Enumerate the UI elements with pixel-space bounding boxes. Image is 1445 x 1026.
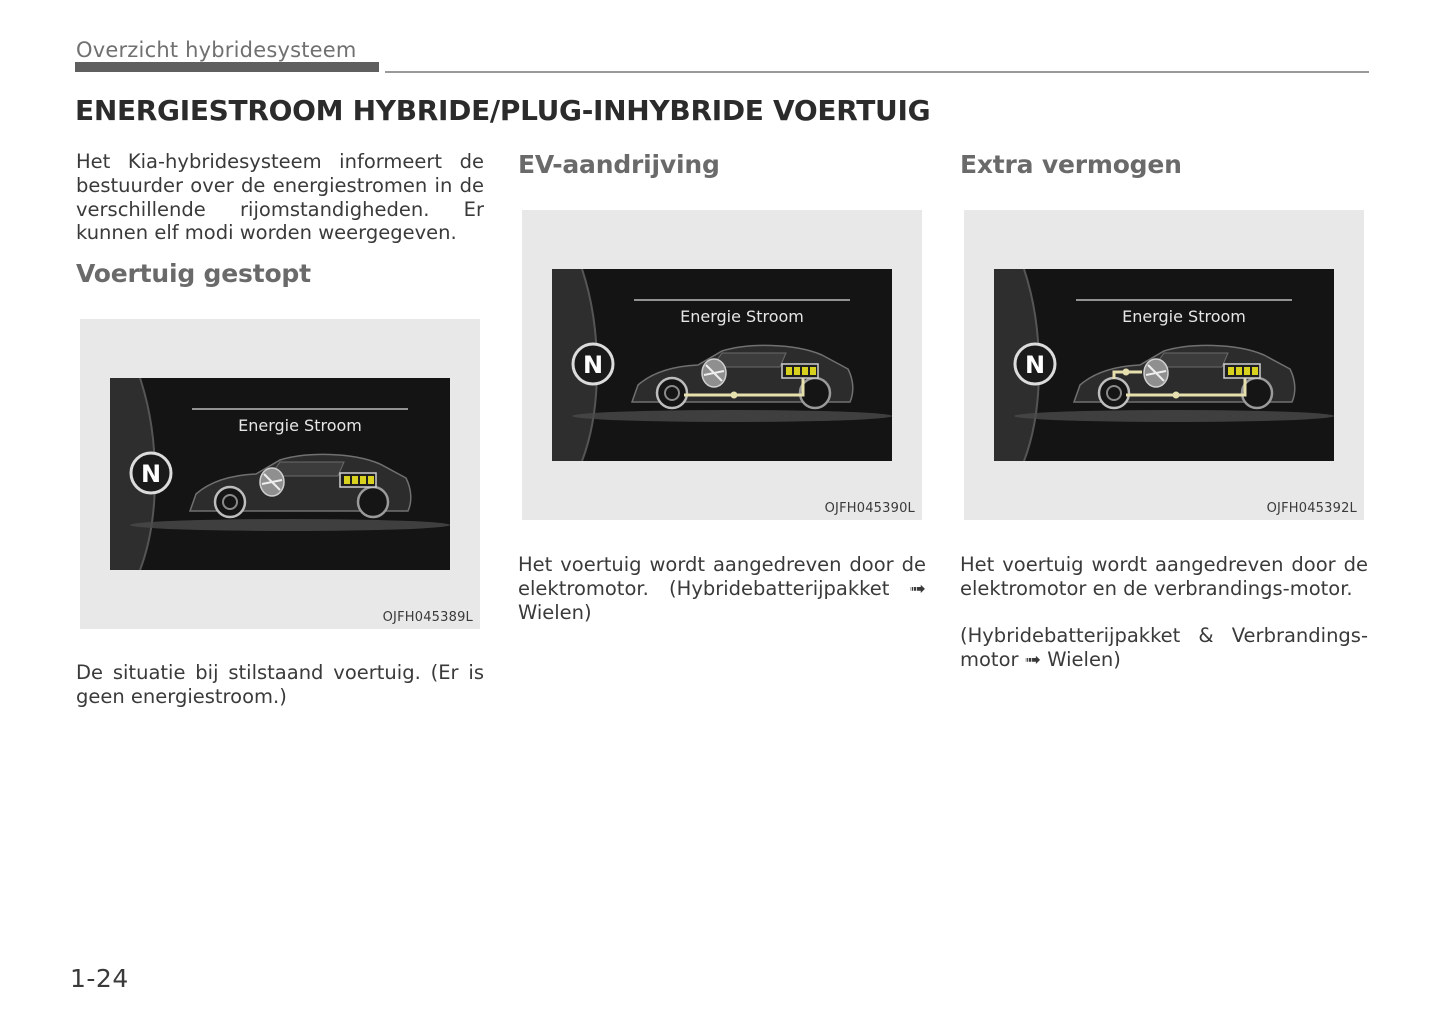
section-bar <box>75 62 379 72</box>
heading-extra-power: Extra vermogen <box>960 150 1182 179</box>
energy-flow-screen <box>552 269 892 461</box>
dashboard-graphic <box>552 269 892 461</box>
screen-title: Energie Stroom <box>1122 307 1246 326</box>
caption-extra-power-detail: (Hybridebatterijpakket & Verbrandings-motor ➟ Wielen) <box>960 624 1368 671</box>
figure-code: OJFH045392L <box>1266 501 1357 516</box>
dashboard-graphic <box>110 378 450 570</box>
caption-ev-drive: Het voertuig wordt aangedreven door de elektromotor. (Hybridebatterijpakket ➟ Wielen) <box>518 553 926 624</box>
screen-title: Energie Stroom <box>680 307 804 326</box>
energy-flow-screen <box>110 378 450 570</box>
dashboard-graphic <box>994 269 1334 461</box>
figure-vehicle-stopped <box>80 319 480 629</box>
page-number: 1-24 <box>70 964 129 993</box>
screen-title: Energie Stroom <box>238 416 362 435</box>
gear-indicator: N <box>582 351 604 379</box>
section-label: Overzicht hybridesysteem <box>76 38 357 62</box>
intro-paragraph: Het Kia-hybridesysteem informeert de bestuurder over de energiestromen in de verschillende rijomstandigheden. Er kunnen elf modi worden weergegeven. <box>76 150 484 245</box>
heading-vehicle-stopped: Voertuig gestopt <box>76 259 311 288</box>
gear-indicator: N <box>1024 351 1046 379</box>
figure-ev-drive <box>522 210 922 520</box>
energy-flow-screen <box>994 269 1334 461</box>
caption-vehicle-stopped: De situatie bij stilstaand voertuig. (Er is geen energiestroom.) <box>76 661 484 708</box>
figure-extra-power <box>964 210 1364 520</box>
page-title: ENERGIESTROOM HYBRIDE/PLUG-INHYBRIDE VOERTUIG <box>75 94 931 127</box>
section-divider <box>385 71 1369 73</box>
heading-ev-drive: EV-aandrijving <box>518 150 720 179</box>
figure-code: OJFH045389L <box>382 610 473 625</box>
figure-code: OJFH045390L <box>824 501 915 516</box>
caption-extra-power: Het voertuig wordt aangedreven door de elektromotor en de verbrandings-motor. <box>960 553 1368 600</box>
gear-indicator: N <box>140 460 162 488</box>
